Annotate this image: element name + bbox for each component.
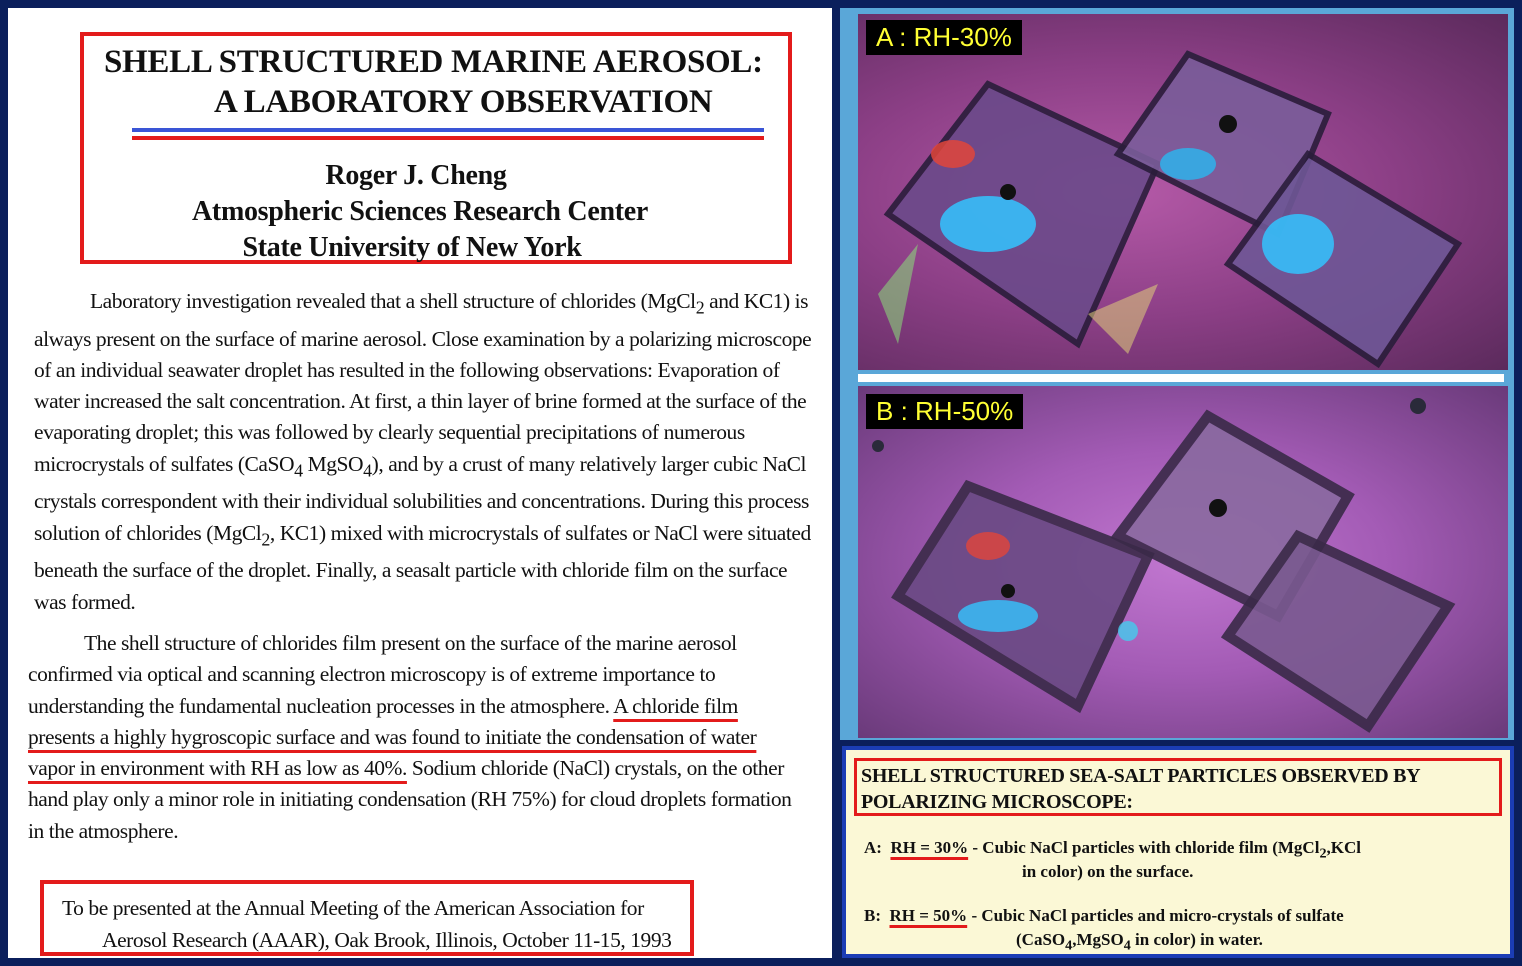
blue-rule xyxy=(132,128,764,132)
highlighted-text: vapor in environment with RH as low as 40%. xyxy=(28,756,407,781)
caption-b-line-2: (CaSO$_4$,MgSO$_4$ in color) in water. xyxy=(1016,930,1263,954)
affiliation-university: State University of New York xyxy=(242,232,582,263)
caption-a-line-2: in color) on the surface. xyxy=(1022,862,1194,881)
photo-b-label: B : RH-50% xyxy=(866,394,1023,429)
document-subtitle: A LABORATORY OBSERVATION xyxy=(214,84,713,120)
text-line: understanding the fundamental nucleation processes in the atmosphere. A chloride film xyxy=(28,693,738,718)
text-line: hand play only a minor role in initiating condensation (RH 75%) for cloud droplets formation xyxy=(28,787,792,812)
highlighted-text: presents a highly hygroscopic surface and was found to initiate the condensation of water xyxy=(28,724,757,749)
document-panel xyxy=(8,8,832,958)
caption-title-box xyxy=(854,758,1502,816)
text-line: evaporating droplet; this was followed by clearly sequential precipitations of numerous xyxy=(34,420,745,445)
text-line: was formed. xyxy=(34,589,136,614)
text-line: in the atmosphere. xyxy=(28,818,179,843)
abstract-paragraph-2 xyxy=(28,628,818,847)
red-rule xyxy=(132,136,764,140)
caption-b-rh: RH = 50% xyxy=(889,906,968,925)
text-line: water increased the salt concentration. At first, a thin layer of brine formed at the surface of the xyxy=(34,389,807,414)
caption-title-line-2: POLARIZING MICROSCOPE: xyxy=(861,791,1133,813)
text-line: crystals correspondent with their individual solubilities and concentrations. During this process xyxy=(34,489,809,514)
crystal-illustration-a xyxy=(858,14,1508,370)
presentation-line-2: Aerosol Research (AAAR), Oak Brook, Illinois, October 11-15, 1993 xyxy=(102,928,672,952)
abstract-paragraph-1 xyxy=(34,286,824,618)
document-title: SHELL STRUCTURED MARINE AEROSOL: xyxy=(104,44,763,80)
caption-box xyxy=(842,746,1514,958)
photo-a-label: A : RH-30% xyxy=(866,20,1022,55)
caption-b-line-1: B: RH = 50% - Cubic NaCl particles and micro-crystals of sulfate xyxy=(864,906,1344,925)
crystal-illustration-b xyxy=(858,386,1508,738)
text-line: vapor in environment with RH as low as 40%. Sodium chloride (NaCl) crystals, on the other xyxy=(28,756,784,781)
text-line: always present on the surface of marine aerosol. Close examination by a polarizing microscope xyxy=(34,326,812,351)
text-line: beneath the surface of the droplet. Finally, a seasalt particle with chloride film on the surface xyxy=(34,558,788,583)
text-line: confirmed via optical and scanning electron microscopy is of extreme importance to xyxy=(28,662,716,687)
photo-divider xyxy=(858,374,1504,382)
micrograph-b xyxy=(858,386,1508,738)
text-line: microcrystals of sulfates (CaSO$_4$ MgSO$_4$), and by a crust of many relatively larger cubic NaCl xyxy=(34,451,807,481)
micrograph-a xyxy=(858,14,1508,370)
presentation-note-box xyxy=(40,880,694,956)
text-line: solution of chlorides (MgCl$_2$, KC1) mixed with microcrystals of sulfates or NaCl were situated xyxy=(34,520,811,549)
presentation-line-1: To be presented at the Annual Meeting of the American Association for xyxy=(62,896,644,920)
caption-title-line-1: SHELL STRUCTURED SEA-SALT PARTICLES OBSERVED BY xyxy=(861,765,1421,787)
caption-a-rh: RH = 30% xyxy=(890,838,969,857)
text-line: of an individual seawater droplet has resulted in the following observations: Evaporation of xyxy=(34,357,780,382)
text-line xyxy=(28,722,818,753)
text-line: The shell structure of chlorides film present on the surface of the marine aerosol xyxy=(84,631,737,655)
text-line: Laboratory investigation revealed that a shell structure of chlorides (MgCl$_2$ and KC1) is xyxy=(90,289,809,318)
caption-a-line-1: A: RH = 30% - Cubic NaCl particles with chloride film (MgCl$_2$,KCl xyxy=(864,838,1361,862)
title-box xyxy=(80,32,792,264)
affiliation-center: Atmospheric Sciences Research Center xyxy=(192,196,648,227)
highlighted-text: A chloride film xyxy=(613,693,738,718)
author-name: Roger J. Cheng xyxy=(325,160,507,191)
